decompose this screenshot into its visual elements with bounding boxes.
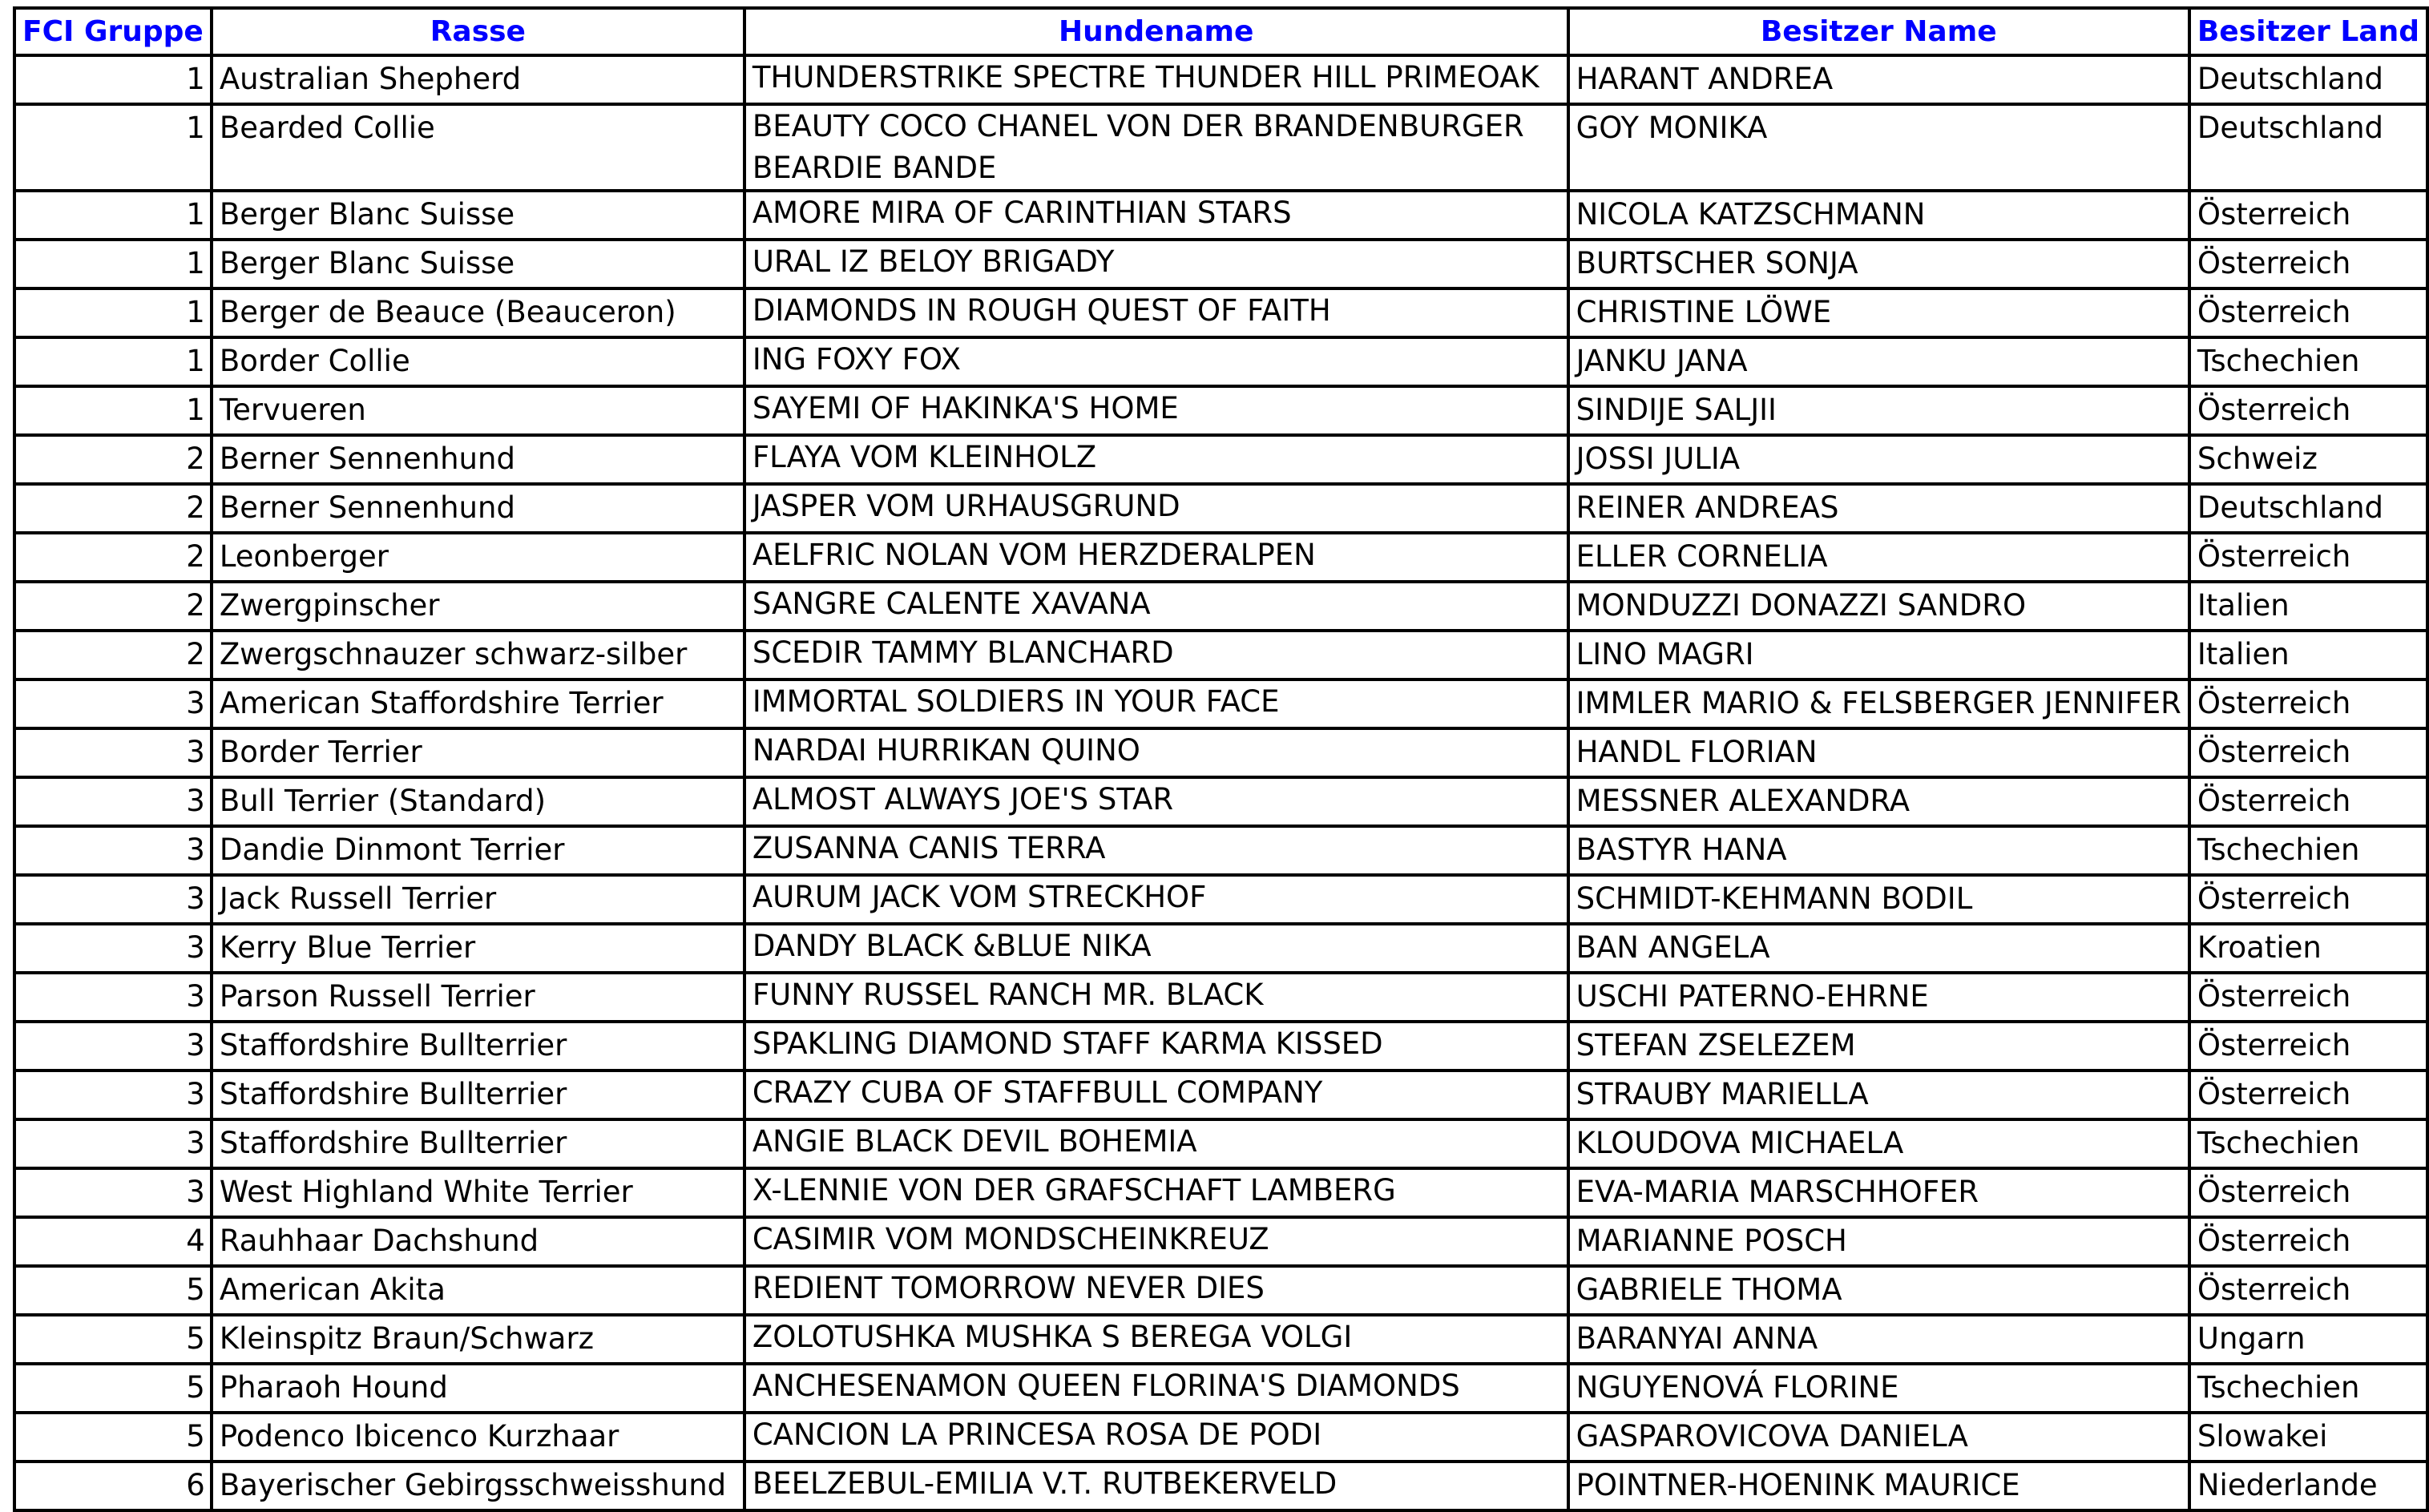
table-row bbox=[14, 1168, 2427, 1217]
table-row bbox=[14, 484, 2427, 533]
table-row bbox=[14, 1022, 2427, 1070]
cell-owner-country: Italien bbox=[2189, 582, 2427, 631]
cell-breed: American Staffordshire Terrier bbox=[212, 679, 744, 728]
header-dog-name: Hundename bbox=[744, 8, 1568, 55]
cell-breed: Kleinspitz Braun/Schwarz bbox=[212, 1315, 744, 1364]
cell-dog-name: DANDY BLACK &BLUE NIKA bbox=[744, 924, 1568, 973]
cell-owner-name: JOSSI JULIA bbox=[1568, 435, 2189, 484]
cell-owner-name: POINTNER-HOENINK MAURICE bbox=[1568, 1462, 2189, 1510]
cell-owner-name: JANKU JANA bbox=[1568, 337, 2189, 386]
cell-owner-name: STEFAN ZSELEZEM bbox=[1568, 1022, 2189, 1070]
cell-owner-name: GABRIELE THOMA bbox=[1568, 1266, 2189, 1315]
cell-dog-name: THUNDERSTRIKE SPECTRE THUNDER HILL PRIMEOAK bbox=[744, 55, 1568, 104]
dog-results-table bbox=[13, 6, 2429, 1512]
cell-owner-country: Tschechien bbox=[2189, 1119, 2427, 1168]
cell-breed: Tervueren bbox=[212, 386, 744, 435]
cell-breed: Berger de Beauce (Beauceron) bbox=[212, 288, 744, 337]
cell-owner-name: MARIANNE POSCH bbox=[1568, 1217, 2189, 1266]
cell-dog-name: ANCHESENAMON QUEEN FLORINA'S DIAMONDS bbox=[744, 1364, 1568, 1413]
cell-fci-group: 3 bbox=[14, 1022, 212, 1070]
cell-fci-group: 5 bbox=[14, 1315, 212, 1364]
cell-owner-country: Österreich bbox=[2189, 386, 2427, 435]
cell-owner-name: SCHMIDT-KEHMANN BODIL bbox=[1568, 875, 2189, 924]
cell-owner-country: Kroatien bbox=[2189, 924, 2427, 973]
header-owner-name: Besitzer Name bbox=[1568, 8, 2189, 55]
cell-owner-country: Ungarn bbox=[2189, 1315, 2427, 1364]
cell-owner-name: IMMLER MARIO & FELSBERGER JENNIFER bbox=[1568, 679, 2189, 728]
table-row bbox=[14, 386, 2427, 435]
cell-owner-name: ELLER CORNELIA bbox=[1568, 533, 2189, 582]
table-row bbox=[14, 582, 2427, 631]
cell-dog-name: AMORE MIRA OF CARINTHIAN STARS bbox=[744, 191, 1568, 240]
cell-dog-name: ZUSANNA CANIS TERRA bbox=[744, 826, 1568, 875]
cell-dog-name: CASIMIR VOM MONDSCHEINKREUZ bbox=[744, 1217, 1568, 1266]
cell-owner-name: BAN ANGELA bbox=[1568, 924, 2189, 973]
cell-owner-country: Österreich bbox=[2189, 288, 2427, 337]
table-row bbox=[14, 435, 2427, 484]
cell-owner-country: Tschechien bbox=[2189, 337, 2427, 386]
cell-dog-name: X-LENNIE VON DER GRAFSCHAFT LAMBERG bbox=[744, 1168, 1568, 1217]
table-row bbox=[14, 826, 2427, 875]
cell-breed: Berner Sennenhund bbox=[212, 435, 744, 484]
cell-breed: Berger Blanc Suisse bbox=[212, 191, 744, 240]
table-row bbox=[14, 875, 2427, 924]
cell-breed: Dandie Dinmont Terrier bbox=[212, 826, 744, 875]
cell-fci-group: 3 bbox=[14, 973, 212, 1022]
header-breed: Rasse bbox=[212, 8, 744, 55]
cell-dog-name: ALMOST ALWAYS JOE'S STAR bbox=[744, 777, 1568, 826]
cell-owner-name: LINO MAGRI bbox=[1568, 631, 2189, 679]
cell-fci-group: 1 bbox=[14, 288, 212, 337]
cell-fci-group: 3 bbox=[14, 777, 212, 826]
table-row bbox=[14, 191, 2427, 240]
cell-owner-country: Österreich bbox=[2189, 875, 2427, 924]
cell-fci-group: 5 bbox=[14, 1413, 212, 1462]
cell-dog-name: CANCION LA PRINCESA ROSA DE PODI bbox=[744, 1413, 1568, 1462]
cell-owner-country: Schweiz bbox=[2189, 435, 2427, 484]
cell-dog-name: BEAUTY COCO CHANEL VON DER BRANDENBURGER BEARDIE BANDE bbox=[744, 104, 1568, 191]
cell-dog-name: NARDAI HURRIKAN QUINO bbox=[744, 728, 1568, 777]
cell-breed: Rauhhaar Dachshund bbox=[212, 1217, 744, 1266]
cell-owner-name: GOY MONIKA bbox=[1568, 104, 2189, 191]
cell-fci-group: 3 bbox=[14, 924, 212, 973]
cell-fci-group: 3 bbox=[14, 1119, 212, 1168]
cell-owner-name: BASTYR HANA bbox=[1568, 826, 2189, 875]
cell-owner-name: HARANT ANDREA bbox=[1568, 55, 2189, 104]
cell-owner-country: Österreich bbox=[2189, 533, 2427, 582]
header-owner-country: Besitzer Land bbox=[2189, 8, 2427, 55]
cell-owner-name: BURTSCHER SONJA bbox=[1568, 240, 2189, 288]
table-row bbox=[14, 1364, 2427, 1413]
table-row bbox=[14, 1070, 2427, 1119]
cell-breed: Staffordshire Bullterrier bbox=[212, 1119, 744, 1168]
cell-owner-country: Österreich bbox=[2189, 1168, 2427, 1217]
cell-dog-name: JASPER VOM URHAUSGRUND bbox=[744, 484, 1568, 533]
table-row bbox=[14, 104, 2427, 191]
table-row bbox=[14, 728, 2427, 777]
cell-owner-name: SINDIJE SALJII bbox=[1568, 386, 2189, 435]
cell-owner-name: KLOUDOVA MICHAELA bbox=[1568, 1119, 2189, 1168]
cell-breed: Pharaoh Hound bbox=[212, 1364, 744, 1413]
cell-owner-name: GASPAROVICOVA DANIELA bbox=[1568, 1413, 2189, 1462]
cell-fci-group: 3 bbox=[14, 1168, 212, 1217]
cell-fci-group: 3 bbox=[14, 728, 212, 777]
cell-owner-name: BARANYAI ANNA bbox=[1568, 1315, 2189, 1364]
cell-dog-name: SANGRE CALENTE XAVANA bbox=[744, 582, 1568, 631]
cell-owner-name: REINER ANDREAS bbox=[1568, 484, 2189, 533]
header-row bbox=[14, 8, 2427, 55]
table-row bbox=[14, 973, 2427, 1022]
cell-fci-group: 3 bbox=[14, 826, 212, 875]
table-row bbox=[14, 1266, 2427, 1315]
cell-breed: West Highland White Terrier bbox=[212, 1168, 744, 1217]
table-body bbox=[14, 55, 2427, 1510]
cell-owner-name: CHRISTINE LÖWE bbox=[1568, 288, 2189, 337]
cell-dog-name: FUNNY RUSSEL RANCH MR. BLACK bbox=[744, 973, 1568, 1022]
results-sheet bbox=[13, 6, 2429, 1512]
cell-dog-name: URAL IZ BELOY BRIGADY bbox=[744, 240, 1568, 288]
cell-owner-country: Österreich bbox=[2189, 777, 2427, 826]
cell-breed: Border Collie bbox=[212, 337, 744, 386]
cell-owner-name: NGUYENOVÁ FLORINE bbox=[1568, 1364, 2189, 1413]
cell-fci-group: 5 bbox=[14, 1364, 212, 1413]
cell-fci-group: 2 bbox=[14, 533, 212, 582]
cell-breed: Zwergschnauzer schwarz-silber bbox=[212, 631, 744, 679]
cell-dog-name: DIAMONDS IN ROUGH QUEST OF FAITH bbox=[744, 288, 1568, 337]
cell-breed: Australian Shepherd bbox=[212, 55, 744, 104]
cell-breed: Bayerischer Gebirgsschweisshund bbox=[212, 1462, 744, 1510]
cell-breed: Kerry Blue Terrier bbox=[212, 924, 744, 973]
cell-fci-group: 1 bbox=[14, 337, 212, 386]
cell-breed: Bull Terrier (Standard) bbox=[212, 777, 744, 826]
cell-fci-group: 6 bbox=[14, 1462, 212, 1510]
cell-owner-country: Österreich bbox=[2189, 1217, 2427, 1266]
cell-owner-country: Österreich bbox=[2189, 679, 2427, 728]
cell-dog-name: FLAYA VOM KLEINHOLZ bbox=[744, 435, 1568, 484]
cell-dog-name: BEELZEBUL-EMILIA V.T. RUTBEKERVELD bbox=[744, 1462, 1568, 1510]
cell-breed: Parson Russell Terrier bbox=[212, 973, 744, 1022]
table-row bbox=[14, 533, 2427, 582]
table-row bbox=[14, 1413, 2427, 1462]
cell-dog-name: AELFRIC NOLAN VOM HERZDERALPEN bbox=[744, 533, 1568, 582]
cell-fci-group: 2 bbox=[14, 582, 212, 631]
cell-owner-country: Deutschland bbox=[2189, 484, 2427, 533]
cell-dog-name: CRAZY CUBA OF STAFFBULL COMPANY bbox=[744, 1070, 1568, 1119]
cell-breed: Podenco Ibicenco Kurzhaar bbox=[212, 1413, 744, 1462]
cell-fci-group: 4 bbox=[14, 1217, 212, 1266]
cell-owner-name: EVA-MARIA MARSCHHOFER bbox=[1568, 1168, 2189, 1217]
table-row bbox=[14, 1315, 2427, 1364]
cell-owner-country: Niederlande bbox=[2189, 1462, 2427, 1510]
cell-fci-group: 2 bbox=[14, 631, 212, 679]
cell-owner-country: Österreich bbox=[2189, 1266, 2427, 1315]
cell-breed: Zwergpinscher bbox=[212, 582, 744, 631]
cell-owner-name: MESSNER ALEXANDRA bbox=[1568, 777, 2189, 826]
cell-fci-group: 3 bbox=[14, 1070, 212, 1119]
cell-owner-country: Österreich bbox=[2189, 1022, 2427, 1070]
cell-breed: Staffordshire Bullterrier bbox=[212, 1070, 744, 1119]
cell-owner-name: USCHI PATERNO-EHRNE bbox=[1568, 973, 2189, 1022]
cell-fci-group: 1 bbox=[14, 240, 212, 288]
table-row bbox=[14, 679, 2427, 728]
cell-breed: Leonberger bbox=[212, 533, 744, 582]
cell-fci-group: 1 bbox=[14, 104, 212, 191]
table-row bbox=[14, 1462, 2427, 1510]
cell-dog-name: ANGIE BLACK DEVIL BOHEMIA bbox=[744, 1119, 1568, 1168]
table-row bbox=[14, 1217, 2427, 1266]
cell-owner-country: Österreich bbox=[2189, 191, 2427, 240]
cell-breed: Jack Russell Terrier bbox=[212, 875, 744, 924]
table-row bbox=[14, 1119, 2427, 1168]
cell-owner-country: Österreich bbox=[2189, 240, 2427, 288]
cell-dog-name: SPAKLING DIAMOND STAFF KARMA KISSED bbox=[744, 1022, 1568, 1070]
cell-owner-name: STRAUBY MARIELLA bbox=[1568, 1070, 2189, 1119]
cell-dog-name: SAYEMI OF HAKINKA'S HOME bbox=[744, 386, 1568, 435]
cell-fci-group: 1 bbox=[14, 191, 212, 240]
cell-owner-country: Italien bbox=[2189, 631, 2427, 679]
table-row bbox=[14, 631, 2427, 679]
cell-fci-group: 3 bbox=[14, 679, 212, 728]
cell-owner-country: Tschechien bbox=[2189, 826, 2427, 875]
table-row bbox=[14, 337, 2427, 386]
table-row bbox=[14, 55, 2427, 104]
cell-owner-country: Österreich bbox=[2189, 728, 2427, 777]
cell-breed: Berger Blanc Suisse bbox=[212, 240, 744, 288]
cell-breed: Border Terrier bbox=[212, 728, 744, 777]
cell-dog-name: IMMORTAL SOLDIERS IN YOUR FACE bbox=[744, 679, 1568, 728]
cell-owner-country: Slowakei bbox=[2189, 1413, 2427, 1462]
cell-dog-name: AURUM JACK VOM STRECKHOF bbox=[744, 875, 1568, 924]
cell-breed: Staffordshire Bullterrier bbox=[212, 1022, 744, 1070]
cell-dog-name: ING FOXY FOX bbox=[744, 337, 1568, 386]
cell-fci-group: 1 bbox=[14, 55, 212, 104]
cell-fci-group: 2 bbox=[14, 484, 212, 533]
cell-dog-name: REDIENT TOMORROW NEVER DIES bbox=[744, 1266, 1568, 1315]
cell-breed: Bearded Collie bbox=[212, 104, 744, 191]
table-row bbox=[14, 777, 2427, 826]
cell-owner-country: Tschechien bbox=[2189, 1364, 2427, 1413]
cell-fci-group: 5 bbox=[14, 1266, 212, 1315]
cell-fci-group: 3 bbox=[14, 875, 212, 924]
cell-breed: Berner Sennenhund bbox=[212, 484, 744, 533]
cell-owner-name: NICOLA KATZSCHMANN bbox=[1568, 191, 2189, 240]
cell-dog-name: ZOLOTUSHKA MUSHKA S BEREGA VOLGI bbox=[744, 1315, 1568, 1364]
table-row bbox=[14, 288, 2427, 337]
cell-fci-group: 2 bbox=[14, 435, 212, 484]
cell-dog-name: SCEDIR TAMMY BLANCHARD bbox=[744, 631, 1568, 679]
cell-owner-country: Österreich bbox=[2189, 973, 2427, 1022]
cell-breed: American Akita bbox=[212, 1266, 744, 1315]
header-fci-group: FCI Gruppe bbox=[14, 8, 212, 55]
table-row bbox=[14, 924, 2427, 973]
cell-owner-country: Österreich bbox=[2189, 1070, 2427, 1119]
cell-owner-country: Deutschland bbox=[2189, 55, 2427, 104]
table-row bbox=[14, 240, 2427, 288]
cell-owner-country: Deutschland bbox=[2189, 104, 2427, 191]
cell-owner-name: MONDUZZI DONAZZI SANDRO bbox=[1568, 582, 2189, 631]
cell-owner-name: HANDL FLORIAN bbox=[1568, 728, 2189, 777]
cell-fci-group: 1 bbox=[14, 386, 212, 435]
